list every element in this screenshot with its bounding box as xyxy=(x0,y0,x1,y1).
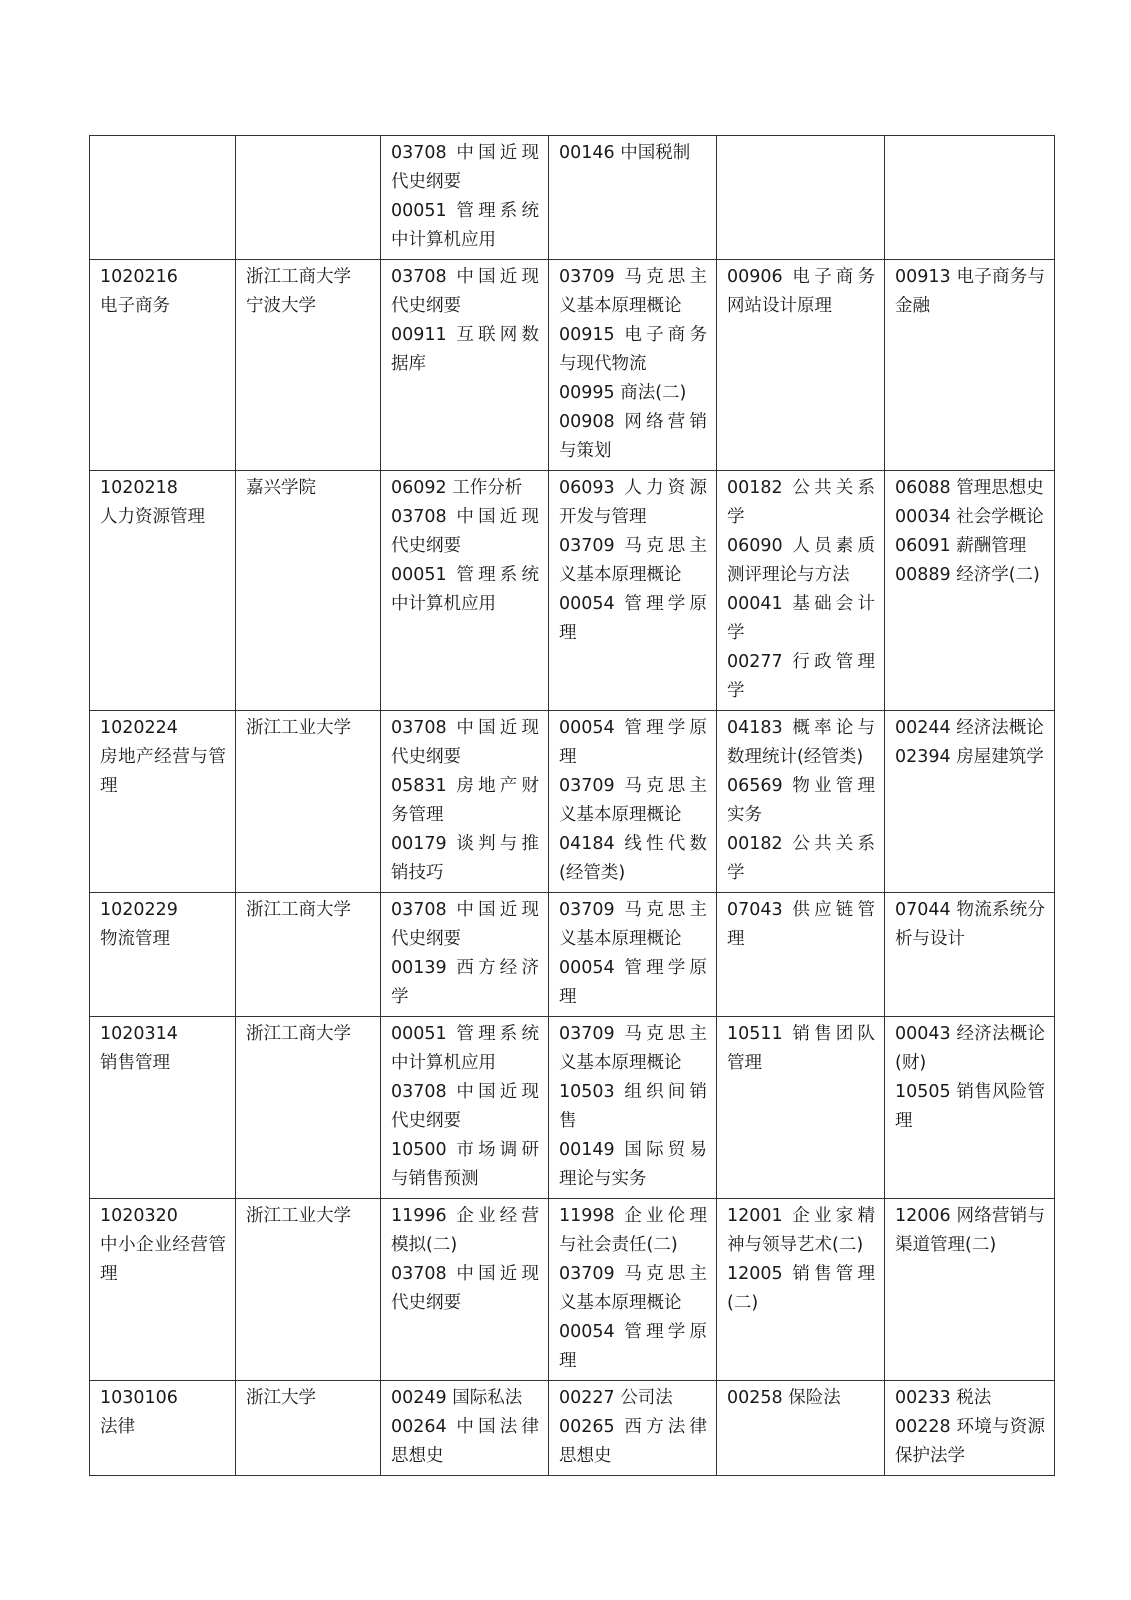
course-entry: 05831 房地产财务管理 xyxy=(391,776,539,825)
course-cell-3 xyxy=(381,260,549,471)
course-entry: 12001 企业家精神与领导艺术(二) xyxy=(727,1206,875,1255)
course-entry: 00051 管理系统中计算机应用 xyxy=(391,201,539,250)
course-entry: 07043 供应链管理 xyxy=(727,900,875,949)
course-cell-6 xyxy=(885,1381,1055,1476)
course-entry: 00051 管理系统中计算机应用 xyxy=(391,1024,539,1073)
course-cell-4 xyxy=(549,893,717,1017)
school-cell xyxy=(236,471,381,711)
course-entry: 00908 网络营销与策划 xyxy=(559,412,707,461)
course-cell-5 xyxy=(717,136,885,260)
major-name: 法律 xyxy=(100,1417,135,1437)
course-entry: 06093 人力资源开发与管理 xyxy=(559,478,707,527)
course-entry: 11998 企业伦理与社会责任(二) xyxy=(559,1206,707,1255)
course-entry: 11996 企业经营模拟(二) xyxy=(391,1206,539,1255)
course-entry: 04184 线性代数(经管类) xyxy=(559,834,707,883)
course-cell-6 xyxy=(885,1017,1055,1199)
table-row xyxy=(90,711,1055,893)
course-cell-5 xyxy=(717,260,885,471)
course-entry: 03709 马克思主义基本原理概论 xyxy=(559,900,707,949)
course-entry: 00249 国际私法 xyxy=(391,1388,523,1408)
course-entry: 03708 中国近现代史纲要 xyxy=(391,718,539,767)
course-entry: 03708 中国近现代史纲要 xyxy=(391,143,539,192)
course-cell-3 xyxy=(381,1199,549,1381)
major-cell xyxy=(90,260,236,471)
major-name: 中小企业经营管理 xyxy=(100,1235,226,1284)
major-code: 1020320 xyxy=(100,1206,178,1226)
course-entry: 10503 组织间销售 xyxy=(559,1082,707,1131)
course-entry: 03709 马克思主义基本原理概论 xyxy=(559,267,707,316)
major-code: 1020314 xyxy=(100,1024,178,1044)
course-entry: 10505 销售风险管理 xyxy=(895,1082,1045,1131)
school-name: 浙江工商大学 xyxy=(246,900,351,920)
school-name: 嘉兴学院 xyxy=(246,478,316,498)
course-cell-5 xyxy=(717,1381,885,1476)
major-name: 人力资源管理 xyxy=(100,507,205,527)
course-entry: 06088 管理思想史 xyxy=(895,478,1044,498)
course-entry: 00043 经济法概论(财) xyxy=(895,1024,1045,1073)
course-entry: 06092 工作分析 xyxy=(391,478,523,498)
school-name: 浙江工商大学 xyxy=(246,1024,351,1044)
course-cell-5 xyxy=(717,893,885,1017)
course-cell-3 xyxy=(381,893,549,1017)
course-cell-6 xyxy=(885,260,1055,471)
major-cell xyxy=(90,893,236,1017)
school-name: 浙江工业大学 xyxy=(246,1206,351,1226)
course-cell-5 xyxy=(717,471,885,711)
course-cell-3 xyxy=(381,136,549,260)
exam-schedule-table xyxy=(89,135,1055,1476)
course-entry: 00179 谈判与推销技巧 xyxy=(391,834,539,883)
major-code: 1030106 xyxy=(100,1388,178,1408)
course-entry: 00149 国际贸易理论与实务 xyxy=(559,1140,707,1189)
course-cell-3 xyxy=(381,1017,549,1199)
course-cell-3 xyxy=(381,711,549,893)
course-entry: 00054 管理学原理 xyxy=(559,594,707,643)
course-entry: 00233 税法 xyxy=(895,1388,992,1408)
school-name: 宁波大学 xyxy=(246,296,316,316)
course-cell-5 xyxy=(717,1199,885,1381)
table-row xyxy=(90,1199,1055,1381)
major-code: 1020218 xyxy=(100,478,178,498)
course-entry: 00258 保险法 xyxy=(727,1388,841,1408)
school-cell xyxy=(236,260,381,471)
course-entry: 00228 环境与资源保护法学 xyxy=(895,1417,1045,1466)
major-code: 1020216 xyxy=(100,267,178,287)
table-row xyxy=(90,1381,1055,1476)
course-cell-4 xyxy=(549,260,717,471)
course-entry: 00139 西方经济学 xyxy=(391,958,539,1007)
course-cell-6 xyxy=(885,1199,1055,1381)
major-cell xyxy=(90,1381,236,1476)
major-name: 销售管理 xyxy=(100,1053,170,1073)
table-row xyxy=(90,136,1055,260)
course-entry: 10511 销售团队管理 xyxy=(727,1024,875,1073)
course-entry: 00182 公共关系学 xyxy=(727,478,875,527)
school-cell xyxy=(236,136,381,260)
course-entry: 00182 公共关系学 xyxy=(727,834,875,883)
course-cell-5 xyxy=(717,711,885,893)
course-entry: 00054 管理学原理 xyxy=(559,958,707,1007)
course-entry: 00244 经济法概论 xyxy=(895,718,1044,738)
major-name: 电子商务 xyxy=(100,296,170,316)
course-cell-4 xyxy=(549,471,717,711)
school-cell xyxy=(236,1381,381,1476)
major-name: 房地产经营与管理 xyxy=(100,747,226,796)
course-entry: 02394 房屋建筑学 xyxy=(895,747,1044,767)
course-entry: 00264 中国法律思想史 xyxy=(391,1417,539,1466)
course-entry: 06090 人员素质测评理论与方法 xyxy=(727,536,875,585)
major-cell xyxy=(90,471,236,711)
major-code: 1020229 xyxy=(100,900,178,920)
course-cell-3 xyxy=(381,1381,549,1476)
course-entry: 00041 基础会计学 xyxy=(727,594,875,643)
table-row xyxy=(90,1017,1055,1199)
course-entry: 12006 网络营销与渠道管理(二) xyxy=(895,1206,1045,1255)
course-entry: 00277 行政管理学 xyxy=(727,652,875,701)
course-cell-6 xyxy=(885,471,1055,711)
school-cell xyxy=(236,1017,381,1199)
course-entry: 00913 电子商务与金融 xyxy=(895,267,1045,316)
course-entry: 12005 销售管理(二) xyxy=(727,1264,875,1313)
course-entry: 00915 电子商务与现代物流 xyxy=(559,325,707,374)
course-entry: 10500 市场调研与销售预测 xyxy=(391,1140,539,1189)
course-entry: 03709 马克思主义基本原理概论 xyxy=(559,776,707,825)
course-cell-5 xyxy=(717,1017,885,1199)
table-row xyxy=(90,260,1055,471)
major-code: 1020224 xyxy=(100,718,178,738)
major-cell xyxy=(90,1199,236,1381)
course-entry: 03708 中国近现代史纲要 xyxy=(391,267,539,316)
course-entry: 03709 马克思主义基本原理概论 xyxy=(559,536,707,585)
course-cell-4 xyxy=(549,1017,717,1199)
course-entry: 00054 管理学原理 xyxy=(559,718,707,767)
course-entry: 00054 管理学原理 xyxy=(559,1322,707,1371)
course-entry: 06091 薪酬管理 xyxy=(895,536,1027,556)
course-entry: 00995 商法(二) xyxy=(559,383,687,403)
course-cell-4 xyxy=(549,1199,717,1381)
course-cell-6 xyxy=(885,893,1055,1017)
major-cell xyxy=(90,136,236,260)
course-cell-3 xyxy=(381,471,549,711)
school-cell xyxy=(236,711,381,893)
course-cell-4 xyxy=(549,711,717,893)
table-body xyxy=(90,136,1055,1476)
school-cell xyxy=(236,1199,381,1381)
table-row xyxy=(90,471,1055,711)
course-entry: 00227 公司法 xyxy=(559,1388,673,1408)
course-cell-4 xyxy=(549,1381,717,1476)
course-entry: 00265 西方法律思想史 xyxy=(559,1417,707,1466)
course-entry: 00146 中国税制 xyxy=(559,143,691,163)
school-name: 浙江大学 xyxy=(246,1388,316,1408)
course-cell-4 xyxy=(549,136,717,260)
course-entry: 00911 互联网数据库 xyxy=(391,325,539,374)
course-entry: 00889 经济学(二) xyxy=(895,565,1040,585)
major-cell xyxy=(90,1017,236,1199)
course-entry: 03708 中国近现代史纲要 xyxy=(391,1082,539,1131)
course-entry: 00906 电子商务网站设计原理 xyxy=(727,267,875,316)
school-name: 浙江工业大学 xyxy=(246,718,351,738)
course-entry: 03708 中国近现代史纲要 xyxy=(391,1264,539,1313)
school-cell xyxy=(236,893,381,1017)
table-row xyxy=(90,893,1055,1017)
course-entry: 06569 物业管理实务 xyxy=(727,776,875,825)
course-cell-6 xyxy=(885,711,1055,893)
course-entry: 03708 中国近现代史纲要 xyxy=(391,507,539,556)
major-cell xyxy=(90,711,236,893)
course-entry: 03708 中国近现代史纲要 xyxy=(391,900,539,949)
course-entry: 03709 马克思主义基本原理概论 xyxy=(559,1264,707,1313)
course-entry: 07044 物流系统分析与设计 xyxy=(895,900,1045,949)
course-entry: 00051 管理系统中计算机应用 xyxy=(391,565,539,614)
school-name: 浙江工商大学 xyxy=(246,267,351,287)
course-entry: 03709 马克思主义基本原理概论 xyxy=(559,1024,707,1073)
course-cell-6 xyxy=(885,136,1055,260)
course-entry: 04183 概率论与数理统计(经管类) xyxy=(727,718,875,767)
course-entry: 00034 社会学概论 xyxy=(895,507,1044,527)
major-name: 物流管理 xyxy=(100,929,170,949)
